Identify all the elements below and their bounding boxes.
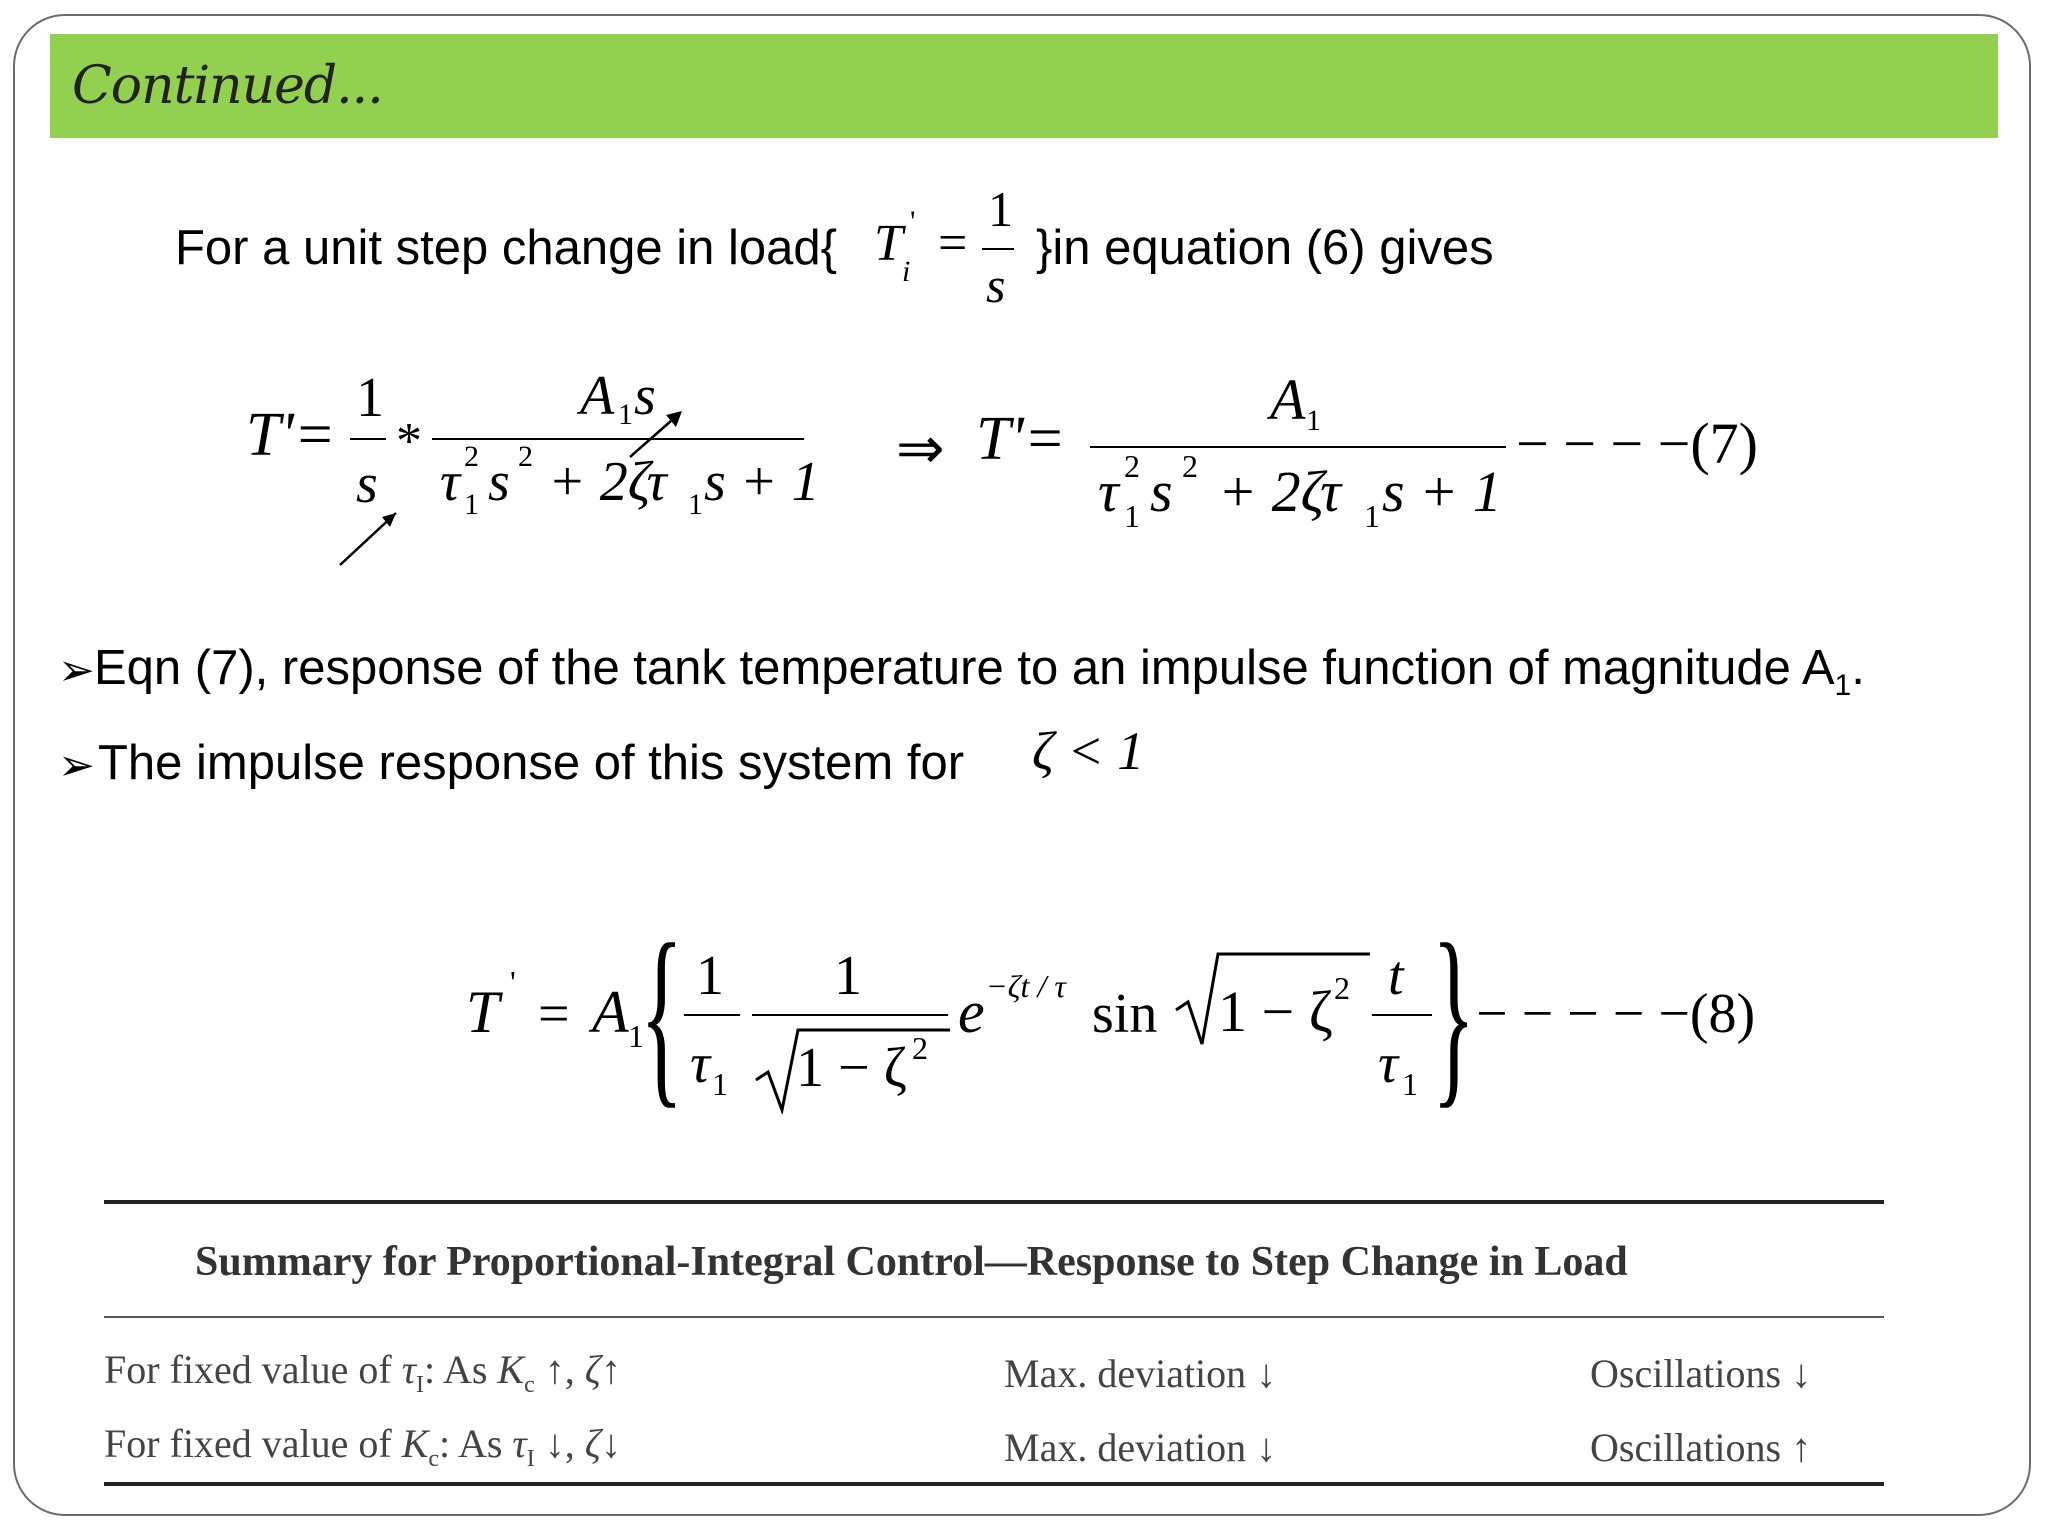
intro-frac-bar	[982, 248, 1014, 250]
eq7-rhs-num-sub: 1	[1306, 404, 1321, 437]
eq7-rhs-den-tau: τ	[1098, 459, 1119, 524]
eq7-den-rest-tail: s + 1	[704, 451, 820, 513]
bullet-1-marker: ➢	[58, 646, 95, 695]
eq8-f2-num: 1	[834, 945, 862, 1007]
intro-math-sub: i	[902, 255, 911, 288]
eq8-f1-den-sub: 1	[712, 1066, 728, 1102]
table-row-2-col-3: Oscillations ↑	[1590, 1425, 1812, 1470]
eq8-f2-den-sup: 2	[912, 1030, 928, 1066]
eq8-prime: '	[510, 964, 516, 1000]
eq7-f2-num-s: s	[634, 365, 656, 427]
eq8-e-sup: −ζt / τ	[986, 968, 1066, 1004]
eq7-den-tau: τ	[440, 451, 461, 513]
eq7-rhs-den-s: s	[1150, 459, 1173, 524]
eq8-rbrace: }	[1432, 904, 1476, 1125]
bullet-1-text: Eqn (7), response of the tank temperature to an impulse function of magnitude $A_1$.	[94, 641, 1865, 702]
table-top-rule	[104, 1200, 1884, 1204]
eq7-rhs-den-sup: 2	[1124, 448, 1140, 484]
intro-math-eq: =	[938, 215, 968, 272]
eq8-lhs: T	[466, 979, 500, 1045]
table-row-1-col-3: Oscillations ↓	[1590, 1351, 1812, 1396]
intro-prefix: For a unit step change in load{	[175, 221, 837, 275]
eq8-A-sub: 1	[628, 1018, 644, 1054]
eq8-f2-den-radicand: 1 − ζ	[796, 1037, 907, 1099]
eq8-f1-num: 1	[696, 945, 724, 1007]
eq7-dashes: − − − −(7)	[1516, 411, 1758, 476]
table-row-1-col-1: For fixed value of $\tau_I$: As $K_c$ ↑, ζ↑	[104, 1347, 621, 1398]
table-row-1-col-2: Max. deviation ↓	[1004, 1351, 1277, 1396]
eq7-lhs: T'=	[246, 401, 336, 469]
eq7-rhs-lhs: T'=	[976, 405, 1066, 473]
eq7-f1-den: s	[356, 453, 378, 515]
bullet-2-marker: ➢	[58, 741, 95, 790]
eq8-eq: =	[538, 983, 570, 1045]
eq7-den-s: s	[488, 451, 510, 513]
eq8-lbrace: {	[640, 904, 684, 1125]
eq8-f3-num: t	[1388, 945, 1404, 1007]
table-header-rule	[104, 1316, 1884, 1318]
eq7-den-sup: 2	[464, 440, 479, 473]
eq8-dashes: − − − − −(8)	[1476, 983, 1756, 1045]
eq7-rhs-den-rest: + 2ζτ	[1218, 459, 1341, 524]
title-bar	[50, 34, 1998, 138]
intro-frac-num: 1	[988, 181, 1013, 237]
table-row-2-col-1: For fixed value of $K_c$: As $\tau_I$ ↓, ζ↓	[104, 1421, 621, 1472]
bullet-2-text: The impulse response of this system for	[98, 736, 965, 790]
bullet-2-math: ζ < 1	[1032, 721, 1145, 781]
eq8-rad-sup: 2	[1334, 970, 1350, 1006]
eq7-den-s-sup: 2	[518, 440, 533, 473]
eq7-den-sub: 1	[464, 488, 479, 521]
eq7-rhs-num-A: A	[1270, 367, 1306, 432]
eq7-rhs-den-sub: 1	[1124, 498, 1140, 534]
slide-title: Continued...	[72, 56, 383, 116]
eq7-f2-num-A: A	[580, 365, 615, 427]
eq8-sin: sin	[1092, 983, 1158, 1045]
eq7-times: *	[396, 413, 422, 470]
intro-math-T: T	[874, 215, 903, 272]
intro-suffix: }in equation (6) gives	[1036, 221, 1494, 275]
eq7-f1-num: 1	[356, 367, 384, 429]
eq7-implies: ⇒	[896, 416, 945, 481]
eq8-f3-bar	[1372, 1014, 1432, 1016]
eq8-f1-bar	[684, 1014, 740, 1016]
eq8-rad: 1 − ζ	[1218, 979, 1333, 1044]
eq7-den-rest: + 2ζτ	[548, 451, 667, 513]
eq7-den-rest-sub: 1	[688, 488, 703, 521]
eq8-e: e	[958, 979, 985, 1045]
eq8-A: A	[592, 979, 629, 1045]
eq8-f3-den-sub: 1	[1402, 1066, 1418, 1102]
table-row-2-col-2: Max. deviation ↓	[1004, 1425, 1277, 1470]
table-title: Summary for Proportional-Integral Control—Response to Step Change in Load	[195, 1239, 1628, 1285]
eq7-rhs-den-rest-sub: 1	[1364, 498, 1380, 534]
eq7-rhs-bar	[1090, 446, 1506, 448]
intro-frac-den: s	[986, 257, 1006, 313]
eq8-f1-den: τ	[690, 1033, 711, 1095]
eq8-f2-bar	[752, 1014, 948, 1016]
cancel-arrows	[330, 395, 690, 575]
eq7-rhs-den-rest-tail: s + 1	[1382, 459, 1502, 524]
eq7-f2-num-sub: 1	[618, 398, 633, 431]
intro-math-prime: '	[910, 205, 916, 238]
table-bottom-rule	[104, 1482, 1884, 1486]
eq8-f3-den: τ	[1378, 1033, 1399, 1095]
eq7-rhs-den-s-sup: 2	[1182, 448, 1198, 484]
